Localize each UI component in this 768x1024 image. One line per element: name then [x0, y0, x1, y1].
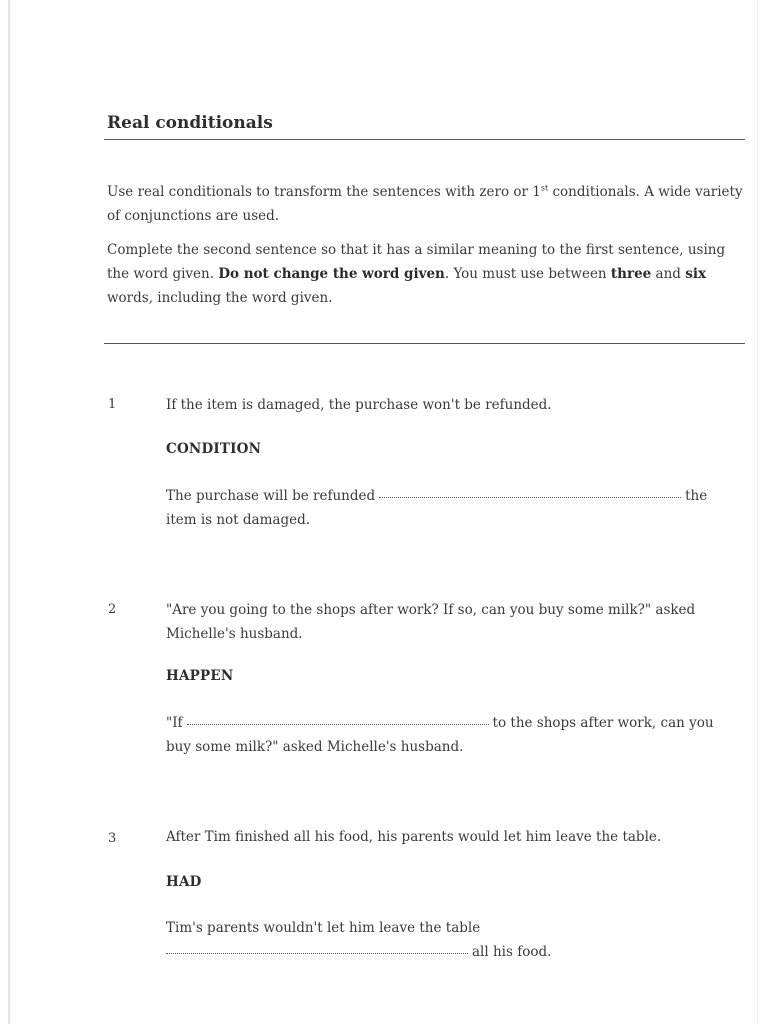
page-edge — [8, 0, 10, 1024]
answer-text: Tim's parents wouldn't let him leave the table — [166, 920, 481, 936]
question-sentence: If the item is damaged, the purchase won't be refunded. — [166, 397, 552, 413]
key-word: HAPPEN — [166, 668, 234, 684]
answer-blank[interactable] — [379, 496, 681, 498]
question-sentence: After Tim finished all his food, his parents would let him leave the table. — [166, 829, 662, 845]
answer-text: the — [685, 488, 708, 504]
worksheet-title: Real conditionals — [107, 113, 273, 133]
answer-text: The purchase will be refunded — [166, 488, 376, 504]
answer-sentence — [166, 916, 744, 964]
question-number: 1 — [108, 397, 117, 412]
answer-text: item is not damaged. — [166, 512, 311, 528]
page-edge — [757, 0, 758, 1024]
answer-text: all his food. — [472, 944, 552, 960]
answer-sentence — [166, 711, 744, 759]
section-divider — [104, 343, 745, 344]
answer-sentence — [166, 484, 744, 532]
emphasis-text: three — [610, 266, 652, 282]
key-word: CONDITION — [166, 441, 262, 457]
answer-blank[interactable] — [187, 723, 489, 725]
instructions-text: and — [651, 266, 686, 282]
answer-text: to the shops after work, can you — [492, 715, 714, 731]
superscript: st — [540, 183, 549, 193]
title-divider — [104, 139, 745, 140]
instructions-text: words, including the word given. — [107, 290, 333, 306]
answer-text: buy some milk?" asked Michelle's husband. — [166, 739, 464, 755]
answer-blank[interactable] — [166, 952, 468, 954]
key-word: HAD — [166, 874, 202, 890]
question-number: 2 — [108, 602, 117, 617]
instructions-paragraph-1 — [107, 180, 743, 228]
answer-text: "If — [166, 715, 183, 731]
question-sentence: "Are you going to the shops after work? If so, can you buy some milk?" asked Michelle's husband. — [166, 602, 696, 642]
instructions-text: Use real conditionals to transform the sentences with zero or 1 — [107, 184, 541, 200]
emphasis-text: six — [685, 266, 707, 282]
instructions-paragraph-2 — [107, 238, 743, 310]
instructions-text: conditionals. A wide variety of conjunctions are used. — [107, 184, 743, 224]
question-number: 3 — [108, 831, 117, 846]
instructions-text: . You must use between — [444, 266, 611, 282]
instructions-text: Complete the second sentence so that it has a similar meaning to the first sentence, using the word given. — [107, 242, 726, 282]
emphasis-text: Do not change the word given — [218, 266, 445, 282]
